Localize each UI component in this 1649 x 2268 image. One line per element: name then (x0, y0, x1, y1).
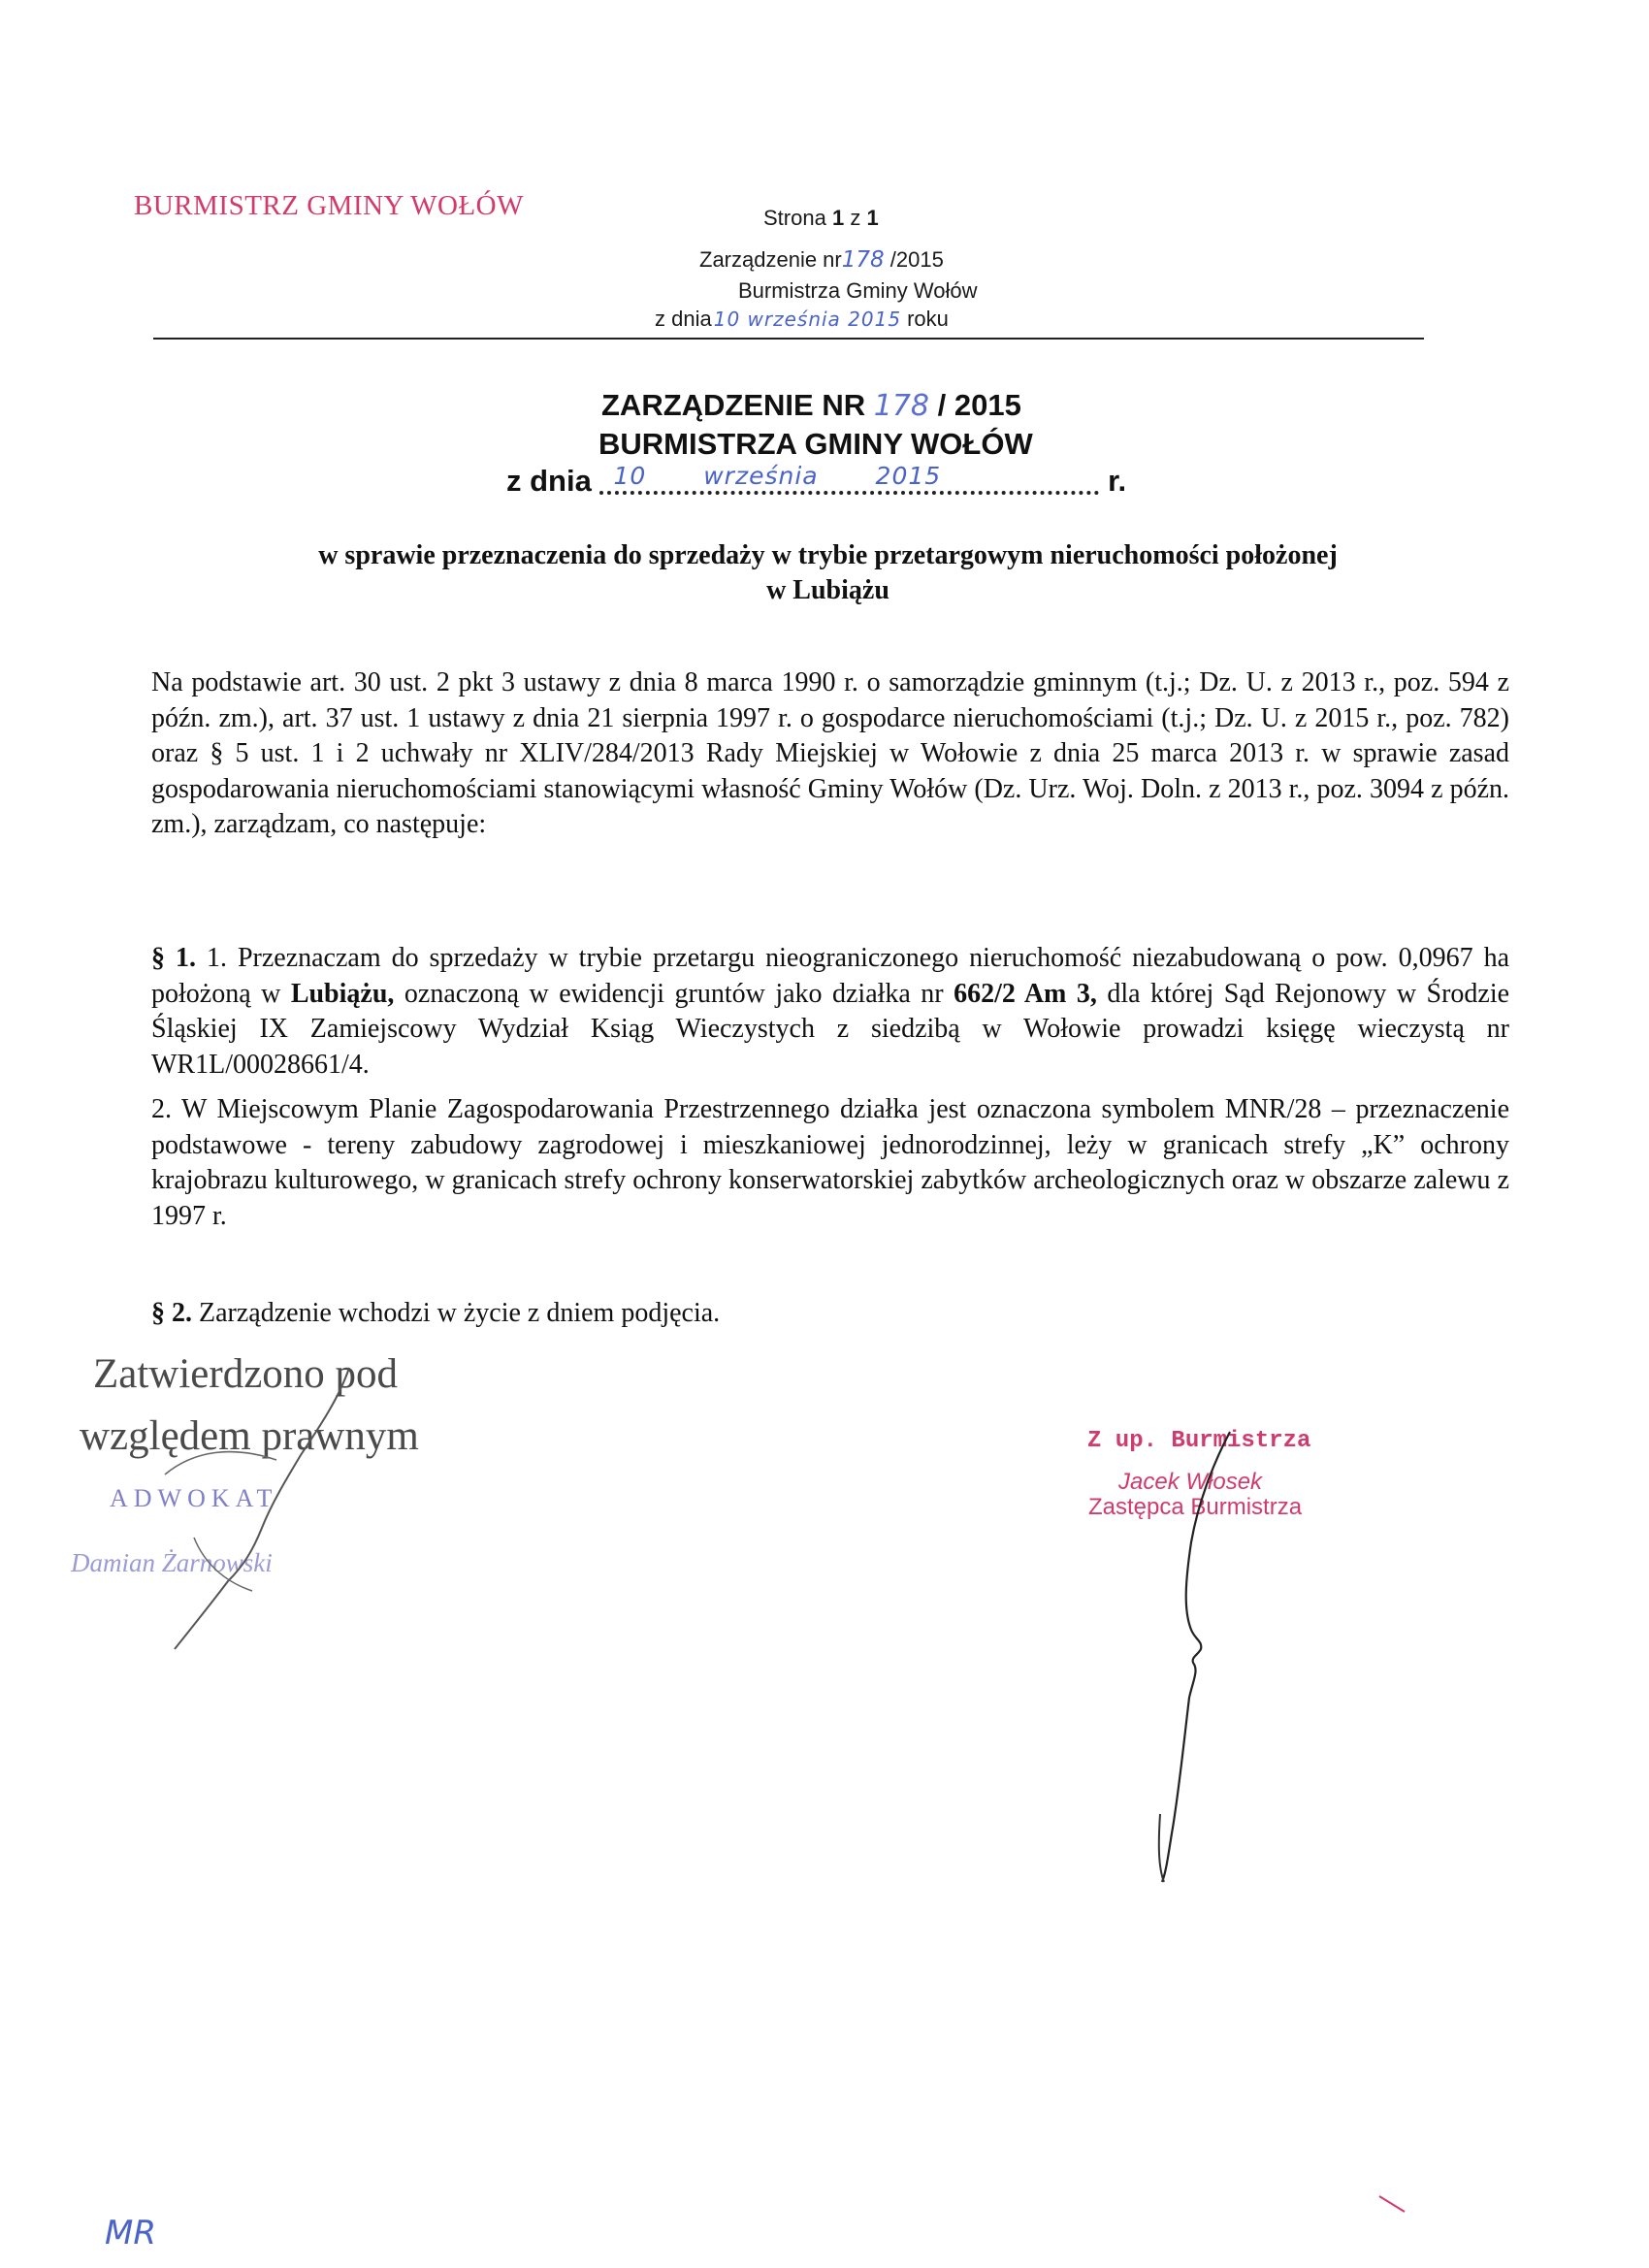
document-subject (171, 538, 1485, 608)
document-date (506, 464, 1126, 499)
section-2 (151, 1296, 1509, 1332)
legal-basis-paragraph: Na podstawie art. 30 ust. 2 pkt 3 ustawy z dnia 8 marca 1990 r. o samorządzie gminnym (t.j.; Dz. U. z 2013 r., poz. 594 z późn. zm.), art. 37 ust. 1 ustawy z dnia 21 sierpnia 1997 r. o gospodarce nieruchomościami (t.j.; Dz. U. z 2015 r., poz. 782) oraz § 5 ust. 1 i 2 uchwały nr XLIV/284/2013 Rady Miejskiej w Wołowie z dnia 25 marca 2013 r. w sprawie zasad gospodarowania nieruchomościami stanowiącymi własność Gminy Wołów (Dz. Urz. Woj. Doln. z 2013 r., poz. 3094 z późn. zm.), zarządzam, co następuje: (151, 667, 1509, 839)
section-2-mark: § 2. (151, 1298, 192, 1328)
page-current: 1 (831, 206, 845, 230)
handwritten-header-date: 10 września 2015 (713, 308, 902, 331)
title-date-suffix: r. (1108, 464, 1127, 498)
handwritten-title-date: 10 września 2015 (613, 462, 942, 490)
deputy-name: Jacek Włosek (1118, 1469, 1263, 1495)
date-dotted-line (599, 462, 1099, 499)
title-date-prefix: z dnia (506, 464, 592, 498)
page-label: Strona (763, 206, 826, 230)
authorization-stamp: Z up. Burmistrza (1087, 1428, 1311, 1454)
deputy-signature-icon (1106, 1426, 1261, 1892)
section-1-point-2: 2. W Miejscowym Planie Zagospodarowania Przestrzennego działka jest oznaczona symbolem MNR/28 – przeznaczenie podstawowe - tereny zabudowy zagrodowej i mieszkaniowej jednorodzinnej, leży w granicach strefy „K” ochrony krajobrazu kulturowego, w granicach strefy ochrony konserwatorskiej zabytków archeologicznych oraz w obszarze zalewu z 1997 r. (151, 1094, 1509, 1231)
handwritten-initials: MR (105, 2214, 156, 2252)
deputy-role: Zastępca Burmistrza (1088, 1494, 1303, 1520)
handwritten-reference-number: 178 (841, 247, 885, 273)
section-2-text: Zarządzenie wchodzi w życie z dniem podjęcia. (199, 1298, 721, 1328)
document-authority: BURMISTRZA GMINY WOŁÓW (598, 427, 1033, 461)
legal-approval-line-2: względem prawnym (80, 1413, 419, 1459)
advocate-signature-icon (107, 1358, 417, 1669)
plot-number: 662/2 Am 3, (954, 978, 1097, 1009)
subject-line-1: w sprawie przeznaczenia do sprzedaży w trybie przetargowym nieruchomości położonej (318, 540, 1338, 570)
section-1-point-1 (151, 941, 1509, 1083)
reference-prefix: Zarządzenie nr (699, 247, 842, 272)
document-title (601, 388, 1021, 423)
property-location: Lubiążu, (290, 978, 395, 1009)
header-date-prefix: z dnia (655, 307, 712, 331)
header-reference (699, 247, 944, 273)
header-divider (153, 338, 1424, 340)
advocate-name: Damian Żarnowski (71, 1548, 273, 1577)
page-total: 1 (866, 206, 879, 230)
reference-year: /2015 (889, 247, 944, 272)
header-date-suffix: roku (907, 307, 949, 331)
handwritten-order-number: 178 (873, 389, 929, 423)
scan-mark-icon (1375, 2192, 1414, 2221)
advocate-title: ADWOKAT (110, 1484, 278, 1512)
page-number (763, 206, 879, 231)
title-prefix: ZARZĄDZENIE NR (601, 388, 866, 422)
subject-line-2: w Lubiążu (766, 575, 889, 605)
header-date (655, 307, 949, 332)
office-stamp: BURMISTRZ GMINY WOŁÓW (134, 190, 524, 221)
section-1-mark: § 1. (151, 943, 196, 973)
section-1-point-1-text-b: oznaczoną w ewidencji gruntów jako działka nr (404, 978, 944, 1009)
page-of: z (850, 206, 861, 230)
section-1-point-1-text-c: dla której Sąd Rejonowy w Środzie Śląskiej IX Zamiejscowy Wydział Ksiąg Wieczystych z siedzibą w Wołowie prowadzi księgę wieczystą nr WR1L/00028661/4. (151, 978, 1510, 1080)
legal-approval-line-1: Zatwierdzono pod (93, 1351, 399, 1397)
header-authority: Burmistrza Gminy Wołów (738, 278, 978, 303)
title-year: / 2015 (937, 388, 1021, 422)
section-1-point-1-text-a: 1. Przeznaczam do sprzedaży w trybie przetargu nieograniczonego nieruchomość niezabudowaną o pow. 0,0967 ha położoną w (151, 943, 1510, 1009)
